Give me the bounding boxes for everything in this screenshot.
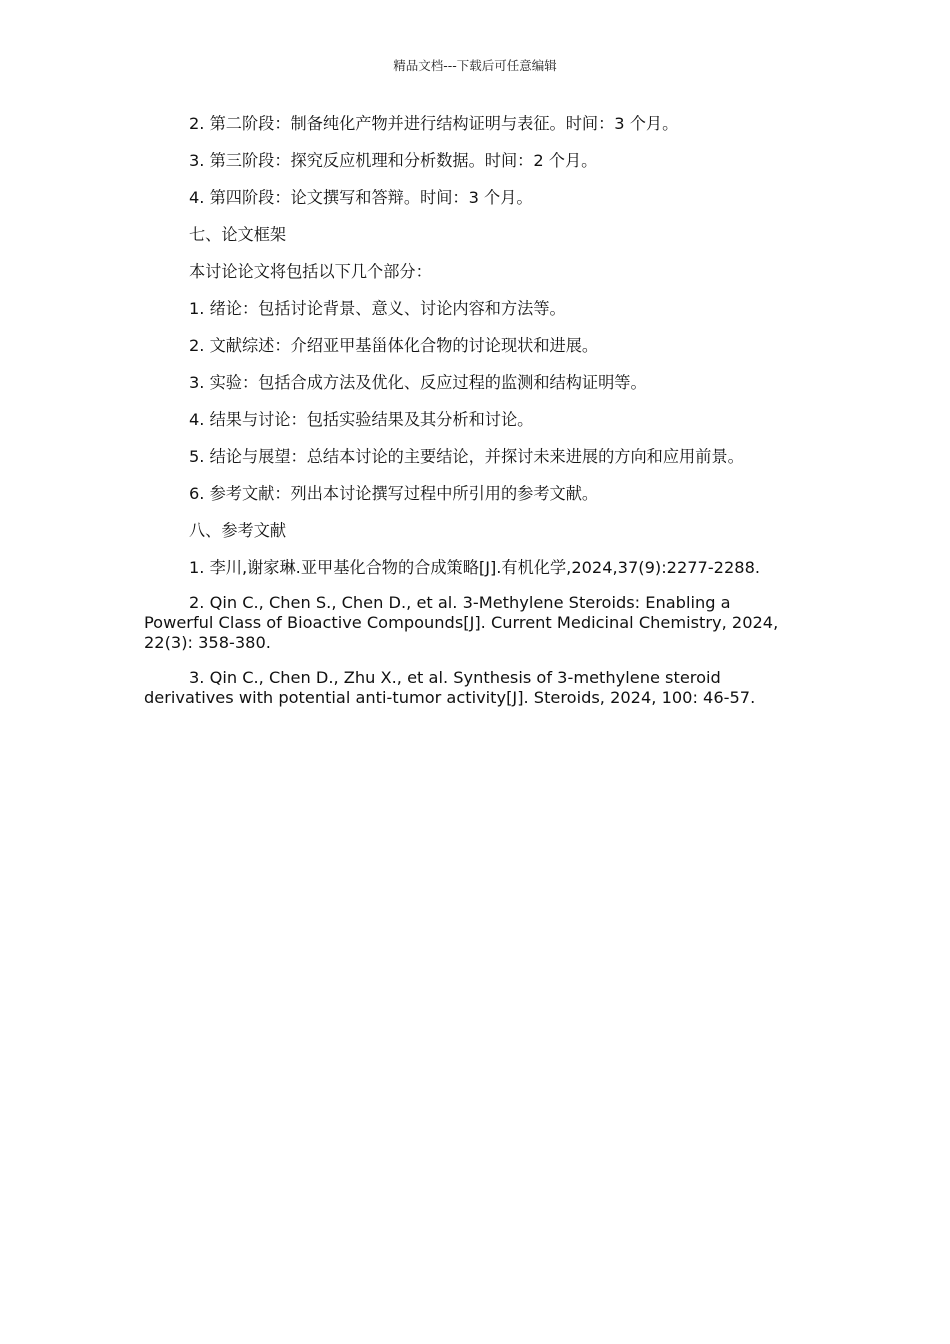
- phase-3-item: 3. 第三阶段：探究反应机理和分析数据。时间：2 个月。: [189, 151, 598, 170]
- phase-4-item: 4. 第四阶段：论文撰写和答辩。时间：3 个月。: [189, 188, 533, 207]
- page-header: 精品文档---下载后可任意编辑: [393, 58, 557, 73]
- section-heading-framework: 七、论文框架: [189, 225, 287, 244]
- framework-item-references: 6. 参考文献：列出本讨论撰写过程中所引用的参考文献。: [189, 484, 599, 503]
- framework-item-results: 4. 结果与讨论：包括实验结果及其分析和讨论。: [189, 410, 534, 429]
- reference-entry-1: 1. 李川,谢家琳.亚甲基化合物的合成策略[J].有机化学,2024,37(9):2277-2288.: [189, 558, 761, 577]
- reference-entry-2: 2. Qin C., Chen S., Chen D., et al. 3-Methylene Steroids: Enabling a Powerful Class of Bioactive Compounds[J]. Current Medicinal Chemistry, 2024, 22(3): 358-380.: [144, 593, 779, 652]
- framework-item-literature-review: 2. 文献综述：介绍亚甲基甾体化合物的讨论现状和进展。: [189, 336, 599, 355]
- framework-item-experiment: 3. 实验：包括合成方法及优化、反应过程的监测和结构证明等。: [189, 373, 647, 392]
- reference-entry-3: 3. Qin C., Chen D., Zhu X., et al. Synthesis of 3-methylene steroid derivatives with potential anti-tumor activity[J]. Steroids, 2024, 100: 46-57.: [144, 668, 756, 707]
- section-heading-references: 八、参考文献: [189, 521, 287, 540]
- document-body: [144, 114, 784, 723]
- phase-2-item: 2. 第二阶段：制备纯化产物并进行结构证明与表征。时间：3 个月。: [189, 114, 679, 133]
- framework-item-introduction: 1. 绪论：包括讨论背景、意义、讨论内容和方法等。: [189, 299, 566, 318]
- framework-intro: 本讨论论文将包括以下几个部分：: [189, 262, 432, 281]
- framework-item-conclusion: 5. 结论与展望：总结本讨论的主要结论，并探讨未来进展的方向和应用前景。: [189, 447, 744, 466]
